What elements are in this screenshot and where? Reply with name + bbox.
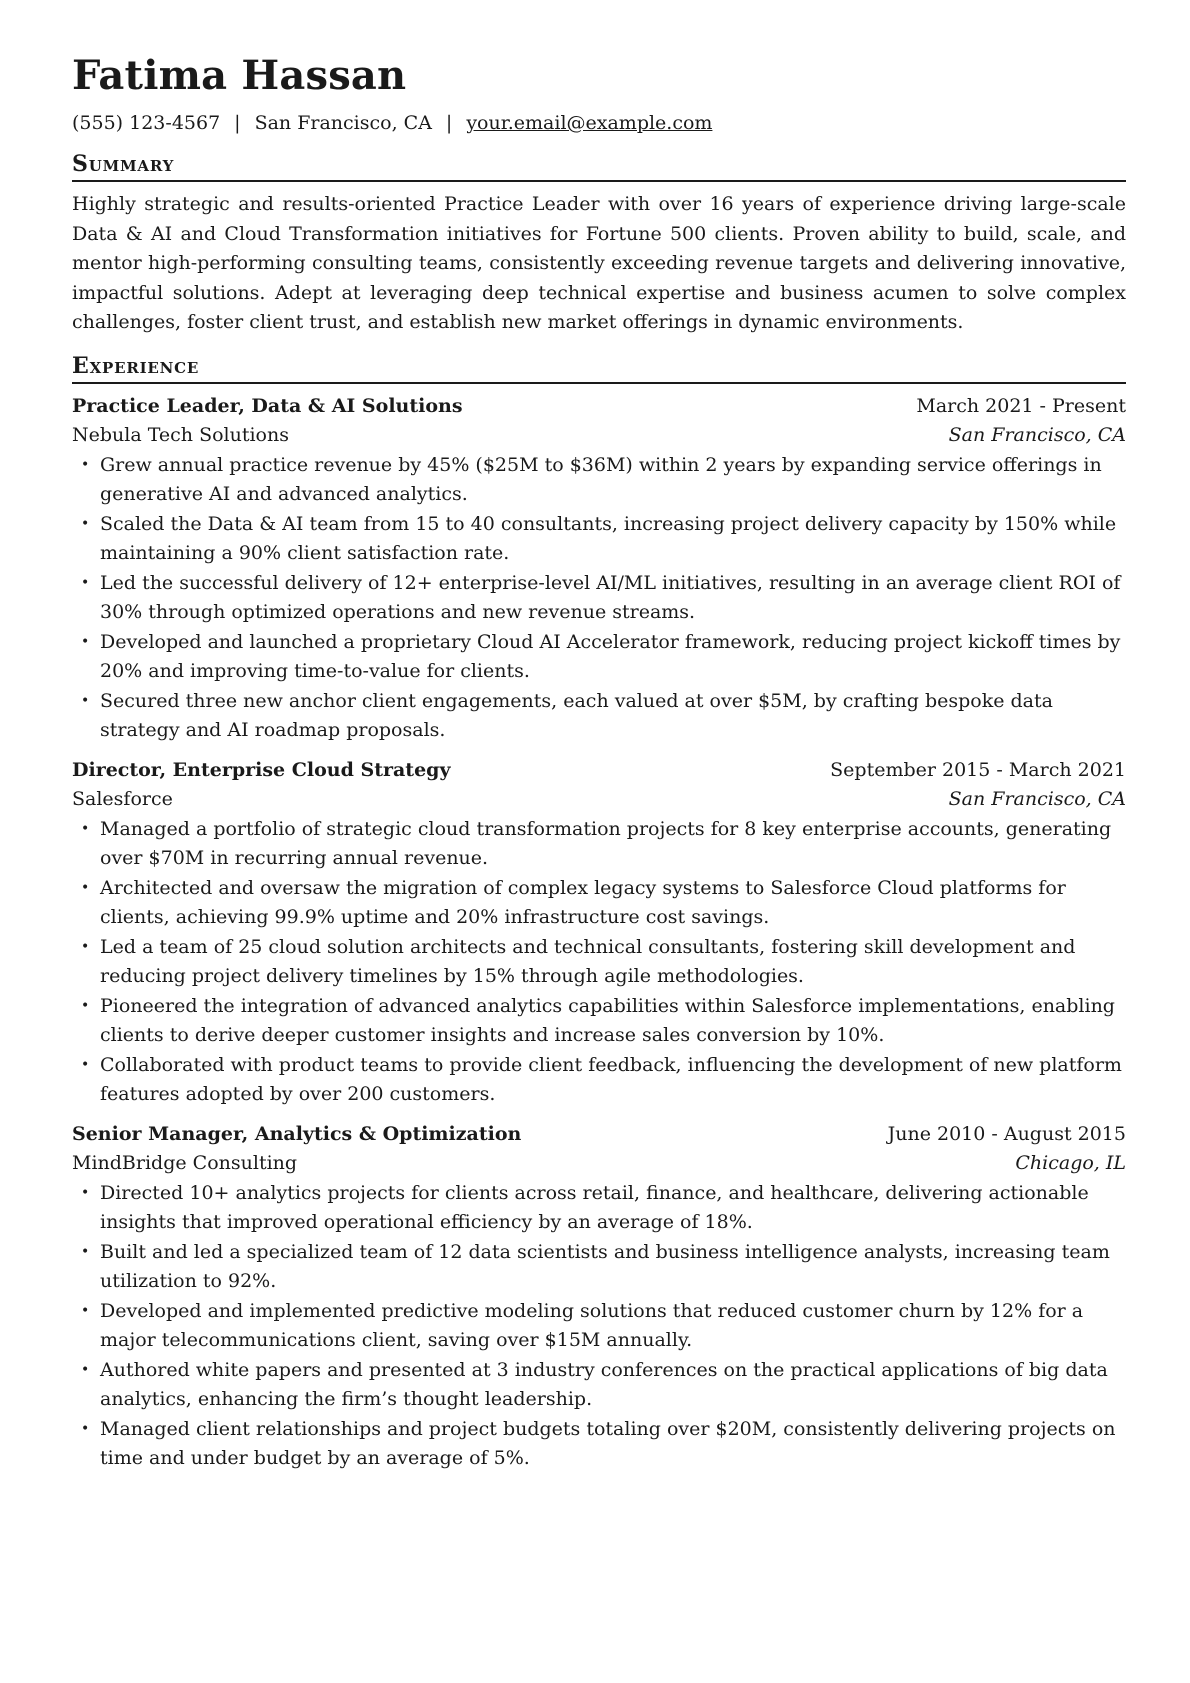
bullet-icon: •: [81, 692, 90, 709]
job-bullet-list: [72, 1179, 1126, 1474]
job-bullet: [72, 628, 1126, 687]
contact-location: San Francisco, CA: [254, 112, 432, 134]
bullet-icon: •: [81, 1302, 90, 1319]
bullet-text: Developed and implemented predictive modeling solutions that reduced customer churn by 12% for a major telecommunications client, saving over $15M annually.: [100, 1299, 1084, 1351]
job-company: Salesforce: [72, 788, 173, 810]
job-bullet: [72, 1356, 1126, 1415]
bullet-text: Developed and launched a proprietary Cloud AI Accelerator framework, reducing project kickoff times by 20% and improving time-to-value for clients.: [100, 630, 1121, 682]
bullet-text: Managed a portfolio of strategic cloud transformation projects for 8 key enterprise accounts, generating over $70M in recurring annual revenue.: [100, 817, 1112, 869]
job-bullet: [72, 451, 1126, 510]
job-dates: September 2015 - March 2021: [830, 758, 1126, 781]
bullet-icon: •: [81, 997, 90, 1014]
bullet-text: Collaborated with product teams to provide client feedback, influencing the development of new platform features adopted by over 200 customers.: [100, 1053, 1122, 1105]
bullet-text: Led the successful delivery of 12+ enterprise-level AI/ML initiatives, resulting in an average client ROI of 30% through optimized operations and new revenue streams.: [100, 571, 1121, 623]
bullet-text: Scaled the Data & AI team from 15 to 40 consultants, increasing project delivery capacity by 150% while maintaining a 90% client satisfaction rate.: [100, 512, 1117, 564]
job-bullet: [72, 1297, 1126, 1356]
bullet-text: Architected and oversaw the migration of complex legacy systems to Salesforce Cloud platforms for clients, achieving 99.9% uptime and 20% infrastructure cost savings.: [100, 876, 1066, 928]
bullet-icon: •: [81, 574, 90, 591]
contact-separator: |: [445, 112, 453, 134]
bullet-icon: •: [81, 1243, 90, 1260]
bullet-icon: •: [81, 515, 90, 532]
job-bullet: [72, 687, 1126, 746]
job-location: San Francisco, CA: [948, 424, 1126, 446]
job-bullet: [72, 874, 1126, 933]
bullet-icon: •: [81, 820, 90, 837]
phone-number: (555) 123-4567: [72, 112, 221, 134]
job-bullet: [72, 815, 1126, 874]
experience-heading: Experience: [72, 352, 1126, 384]
job-bullet: [72, 510, 1126, 569]
job-bullet: [72, 1179, 1126, 1238]
summary-heading: Summary: [72, 150, 1126, 182]
job-bullet: [72, 1415, 1126, 1474]
job-bullet: [72, 1238, 1126, 1297]
job-entry: [72, 1120, 1126, 1474]
job-company: MindBridge Consulting: [72, 1152, 298, 1174]
job-bullet: [72, 569, 1126, 628]
job-bullet-list: [72, 815, 1126, 1110]
contact-line: [72, 110, 1126, 136]
job-bullet-list: [72, 451, 1126, 746]
job-location: Chicago, IL: [1015, 1152, 1126, 1174]
bullet-icon: •: [81, 938, 90, 955]
job-company-row: [72, 1149, 1126, 1179]
job-bullet: [72, 933, 1126, 992]
job-entry: [72, 756, 1126, 1110]
job-bullet: [72, 992, 1126, 1051]
candidate-name: Fatima Hassan: [72, 52, 407, 99]
job-title: Senior Manager, Analytics & Optimization: [72, 1122, 522, 1145]
job-title-row: [72, 756, 1126, 786]
bullet-text: Led a team of 25 cloud solution architects and technical consultants, fostering skill development and reducing project delivery timelines by 15% through agile methodologies.: [100, 935, 1076, 987]
summary-paragraph: Highly strategic and results-oriented Practice Leader with over 16 years of experience driving large-scale Data & AI and Cloud Transformation initiatives for Fortune 500 clients. Proven ability to build, scale, and mentor high-performing consulting teams, consistently exceeding revenue targets and delivering innovative, impactful solutions. Adept at leveraging deep technical expertise and business acumen to solve complex challenges, foster client trust, and establish new market offerings in dynamic environments.: [72, 193, 1126, 333]
bullet-icon: •: [81, 633, 90, 650]
bullet-text: Grew annual practice revenue by 45% ($25M to $36M) within 2 years by expanding service offerings in generative AI and advanced analytics.: [100, 453, 1102, 505]
job-dates: June 2010 - August 2015: [887, 1122, 1126, 1145]
bullet-text: Pioneered the integration of advanced analytics capabilities within Salesforce implementations, enabling clients to derive deeper customer insights and increase sales conversion by 10%.: [100, 994, 1115, 1046]
job-company-row: [72, 785, 1126, 815]
bullet-icon: •: [81, 879, 90, 896]
bullet-text: Managed client relationships and project budgets totaling over $20M, consistently delivering projects on time and under budget by an average of 5%.: [100, 1417, 1116, 1469]
bullet-text: Directed 10+ analytics projects for clients across retail, finance, and healthcare, delivering actionable insights that improved operational efficiency by an average of 18%.: [100, 1181, 1089, 1233]
bullet-icon: •: [81, 1420, 90, 1437]
job-title: Director, Enterprise Cloud Strategy: [72, 758, 451, 781]
job-bullet: [72, 1051, 1126, 1110]
job-company: Nebula Tech Solutions: [72, 424, 289, 446]
contact-separator: |: [234, 112, 241, 134]
job-company-row: [72, 421, 1126, 451]
bullet-text: Built and led a specialized team of 12 data scientists and business intelligence analysts, increasing team utilization to 92%.: [100, 1240, 1110, 1292]
email-link[interactable]: your.email@example.com: [466, 112, 713, 134]
bullet-text: Secured three new anchor client engagements, each valued at over $5M, by crafting bespoke data strategy and AI roadmap proposals.: [100, 689, 1053, 741]
job-title-row: [72, 1120, 1126, 1150]
job-dates: March 2021 - Present: [916, 394, 1126, 417]
resume-page: [72, 52, 1126, 1474]
bullet-text: Authored white papers and presented at 3 industry conferences on the practical applications of big data analytics, enhancing the firm’s thought leadership.: [100, 1358, 1108, 1410]
bullet-icon: •: [81, 1056, 90, 1073]
job-title: Practice Leader, Data & AI Solutions: [72, 394, 463, 417]
job-entry: [72, 392, 1126, 746]
bullet-icon: •: [81, 1361, 90, 1378]
bullet-icon: •: [81, 456, 90, 473]
bullet-icon: •: [81, 1184, 90, 1201]
job-location: San Francisco, CA: [948, 788, 1126, 810]
job-title-row: [72, 392, 1126, 422]
